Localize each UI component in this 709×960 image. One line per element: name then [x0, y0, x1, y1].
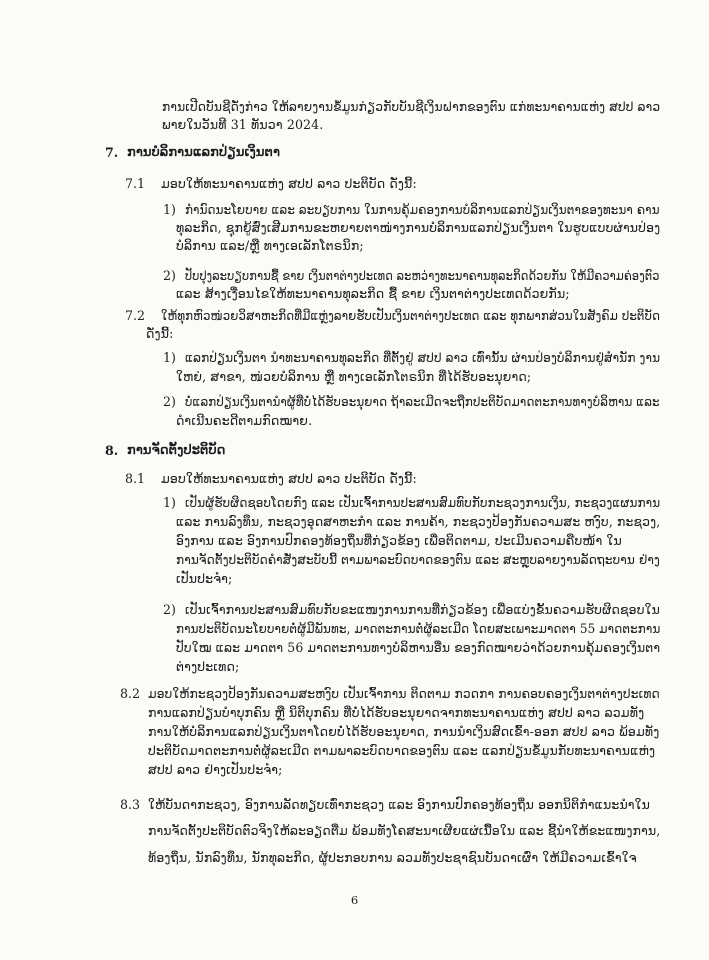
sub-8-2-line: ການແລກປ່ຽນບໍາບຸກຄົນ ຫຼື ນິຕິບຸກຄົນ ທີ່ບໍ່ໄດ້ຮັບອະນຸຍາດຈາກທະນາຄານແຫ່ງ ສປປ ລາວ ລວມທັງ — [148, 705, 645, 720]
item-7-1-2-line: ປັບປຸງລະບຽບການຊື້ ຂາຍ ເງິນຕາຕ່າງປະເທດ ລະຫວ່າງທະນາຄານທຸລະກິດດ້ວຍກັນ ໃຫ້ມີຄວາມຄ່ອງຕົວ — [185, 268, 660, 283]
section-7-title: ການບໍລິການແລກປ່ຽນເງິນຕາ — [127, 145, 281, 160]
item-7-2-1-line: ໃຫຍ່, ສາຂາ, ໜ່ວຍບໍລິການ ຫຼື ທາງເອເລັກໂຕຣນິກ ທີ່ໄດ້ຮັບອະນຸຍາດ; — [176, 369, 532, 384]
item-8-1-2-line: ປັບໃໝ ແລະ ມາດຕາ 56 ມາດຕະການທາງບໍລິຫານອື່ນ ຂອງກົດໝາຍວ່າດ້ວຍການຄຸ້ມຄອງເງິນຕາ — [176, 640, 661, 655]
item-8-1-2-line: ຕ່າງປະເທດ; — [176, 659, 240, 674]
sub-7-2-line: ດັ່ງນີ້: — [146, 326, 174, 341]
item-8-1-1-line: ເປັນປະຈຳ; — [176, 571, 233, 586]
sub-8-3-line: ທ້ອງຖິ່ນ, ນັກລົງທຶນ, ນັກທຸລະກິດ, ຜູ້ປະກອບການ ລວມທັງປະຊາຊົນບັນດາເຜົ່າ ໃຫ້ມີຄວາມເຂົ້າໃຈ — [148, 850, 637, 865]
item-7-1-2-line: ແລະ ສ້າງເງື່ອນໄຂໃຫ້ທະນາຄານທຸລະກິດ ຊື້ ຂາຍ ເງິນຕາຕ່າງປະເທດດ້ວຍກັນ; — [176, 286, 570, 301]
item-7-2-1-line: ແລກປ່ຽນເງິນຕາ ນຳທະນາຄານທຸລະກິດ ທີ່ຕັ້ງຢູ່ ສປປ ລາວ ເທົ່ານັ້ນ ຜ່ານປ່ອງບໍລິການຢູ່ສຳນັກ ງານ — [185, 350, 661, 365]
item-7-1-1-marker: 1) — [163, 202, 176, 217]
sub-7-2-line: ໃຫ້ທຸກຫົວໜ່ວຍວິສາຫະກິດທີ່ມີແຫຼ່ງລາຍຮັບເປັນເງິນຕາຕ່າງປະເທດ ແລະ ທຸກພາກສ່ວນໃນສັງຄົມ ປະຕິບັດ — [161, 308, 661, 323]
sub-7-2-number: 7.2 — [125, 308, 146, 323]
item-7-2-2-marker: 2) — [163, 394, 176, 409]
sub-8-3-line: ການຈັດຕັ້ງປະຕິບັດຕົວຈິງໃຫ້ລະອຽດຕື່ມ ພ້ອມທັງໂຄສະນາເຜີຍແຜ່ເນື້ອໃນ ແລະ ຊີ້ນໍາໃຫ້ຂະແໜງການ, — [148, 823, 661, 838]
item-8-1-1-line: ການຈັດຕັ້ງປະຕິບັດຄຳສັ່ງສະບັບນີ້ ຕາມພາລະບົດບາດຂອງຕົນ ແລະ ສະຫຼຸບລາຍງານລັດຖະບານ ຢ່າງ — [176, 552, 660, 567]
sub-8-2-line: ການໃຫ້ບໍລິການແລກປ່ຽນເງິນຕາໂດຍບໍ່ໄດ້ຮັບອະນຸຍາດ, ການນຳເງິນສົດເຂົ້າ-ອອກ ສປປ ລາວ ພ້ອມທັງ — [148, 724, 660, 739]
sub-8-1-number: 8.1 — [125, 471, 146, 486]
item-7-1-1-line: ບໍລິການ ແລະ/ຫຼື ທາງເອເລັກໂຕຣນິກ; — [176, 238, 364, 253]
item-8-1-1-marker: 1) — [163, 495, 176, 510]
sub-8-3-line: ໃຫ້ບັນດາກະຊວງ, ອົງການລັດທຽບເທົ່າກະຊວງ ແລະ ອົງການປົກຄອງທ້ອງຖິ່ນ ອອກນິຕິກຳແນະນຳໃນ — [148, 797, 651, 812]
item-8-1-1-line: ແລະ ການລົງທຶນ, ກະຊວງອຸດສາຫະກຳ ແລະ ການຄ້າ, ກະຊວງປ້ອງກັນຄວາມສະ ຫງົບ, ກະຊວງ, — [176, 514, 661, 529]
sub-8-2-number: 8.2 — [120, 686, 141, 701]
sub-7-1-text: ມອບໃຫ້ທະນາຄານແຫ່ງ ສປປ ລາວ ປະຕິບັດ ດັ່ງນີ້: — [161, 176, 417, 191]
intro-line-2: ພາຍໃນວັນທີ 31 ທັນວາ 2024. — [162, 117, 324, 132]
item-8-1-1-line: ອົງການ ແລະ ອົງການປົກຄອງທ້ອງຖິ່ນທີ່ກ່ຽວຂ້ອງ ເພື່ອຕິດຕາມ, ປະເມີນຄວາມຄືບໜ້າ ໃນ — [176, 533, 622, 548]
section-8-number: 8. — [105, 443, 119, 458]
item-7-2-2-line: ດຳເນີນຄະດີຕາມກົດໝາຍ. — [176, 413, 313, 428]
item-8-1-2-marker: 2) — [163, 602, 176, 617]
sub-8-2-line: ສປປ ລາວ ຢ່າງເປັນປະຈຳ; — [148, 762, 283, 777]
intro-line-1: ການເປີດບັນຊີດັ່ງກ່າວ ໃຫ້ລາຍງານຂໍ້ມູນກ່ຽວກັບບັນຊີເງິນຝາກຂອງຕົນ ແກ່ທະນາຄານແຫ່ງ ສປປ ລາວ — [162, 99, 661, 114]
sub-7-1-number: 7.1 — [125, 176, 146, 191]
section-7-number: 7. — [105, 145, 119, 160]
item-7-2-1-marker: 1) — [163, 350, 176, 365]
page-number: 6 — [350, 893, 359, 907]
sub-8-2-line: ມອບໃຫ້ກະຊວງປ້ອງກັນຄວາມສະຫງົບ ເປັນເຈົ້າການ ຕິດຕາມ ກວດກາ ການຄອບຄອງເງິນຕາຕ່າງປະເທດ — [148, 686, 660, 701]
section-8-title: ການຈັດຕັ້ງປະຕິບັດ — [127, 443, 226, 458]
item-8-1-2-line: ເປັນເຈົ້າການປະສານສົມທົບກັບຂະແໜງການການທີ່ກ່ຽວຂ້ອງ ເພື່ອແບ່ງຂັ້ນຄວາມຮັບຜິດຊອບໃນ — [185, 602, 660, 617]
item-7-1-2-marker: 2) — [163, 268, 176, 283]
sub-8-3-number: 8.3 — [120, 797, 141, 812]
item-7-1-1-line: ກຳນົດນະໂຍບາຍ ແລະ ລະບຽບການ ໃນການຄຸ້ມຄອງການບໍລິການແລກປ່ຽນເງິນຕາຂອງທະນາ ຄານ — [185, 202, 660, 217]
item-8-1-1-line: ເປັນຜູ້ຮັບຜິດຊອບໂດຍກົງ ແລະ ເປັນເຈົ້າການປະສານສົມທົບກັບກະຊວງການເງິນ, ກະຊວງແຜນການ — [185, 495, 661, 510]
item-7-1-1-line: ທຸລະກິດ, ຊຸກຍູ້ສົ່ງເສີມການຂະຫຍາຍຕາໜ່າງການບໍລິການແລກປ່ຽນເງິນຕາ ໃນຮູບແບບຜ່ານປ່ອງ — [176, 220, 661, 235]
sub-8-2-line: ປະຕິບັດມາດຕະການຕໍ່ຜູ້ລະເມີດ ຕາມພາລະບົດບາດຂອງຕົນ ແລະ ແລກປ່ຽນຂໍ້ມູນກັບທະນາຄານແຫ່ງ — [148, 743, 656, 758]
item-8-1-2-line: ການປະຕິບັດນະໂຍບາຍຕໍ່ຜູ້ມີພັນທະ, ມາດຕະການຕໍ່ຜູ້ລະເມີດ ໂດຍສະເພາະມາດຕາ 55 ມາດຕະການ — [176, 621, 661, 636]
sub-8-1-text: ມອບໃຫ້ທະນາຄານແຫ່ງ ສປປ ລາວ ປະຕິບັດ ດັ່ງນີ້: — [161, 471, 417, 486]
item-7-2-2-line: ບໍ່ແລກປ່ຽນເງິນຕານຳຜູ້ທີ່ບໍ່ໄດ້ຮັບອະນຸຍາດ ຖ້າລະເມີດຈະຖືກປະຕິບັດມາດຕະການທາງບໍລິຫານ ແລະ — [185, 394, 660, 409]
